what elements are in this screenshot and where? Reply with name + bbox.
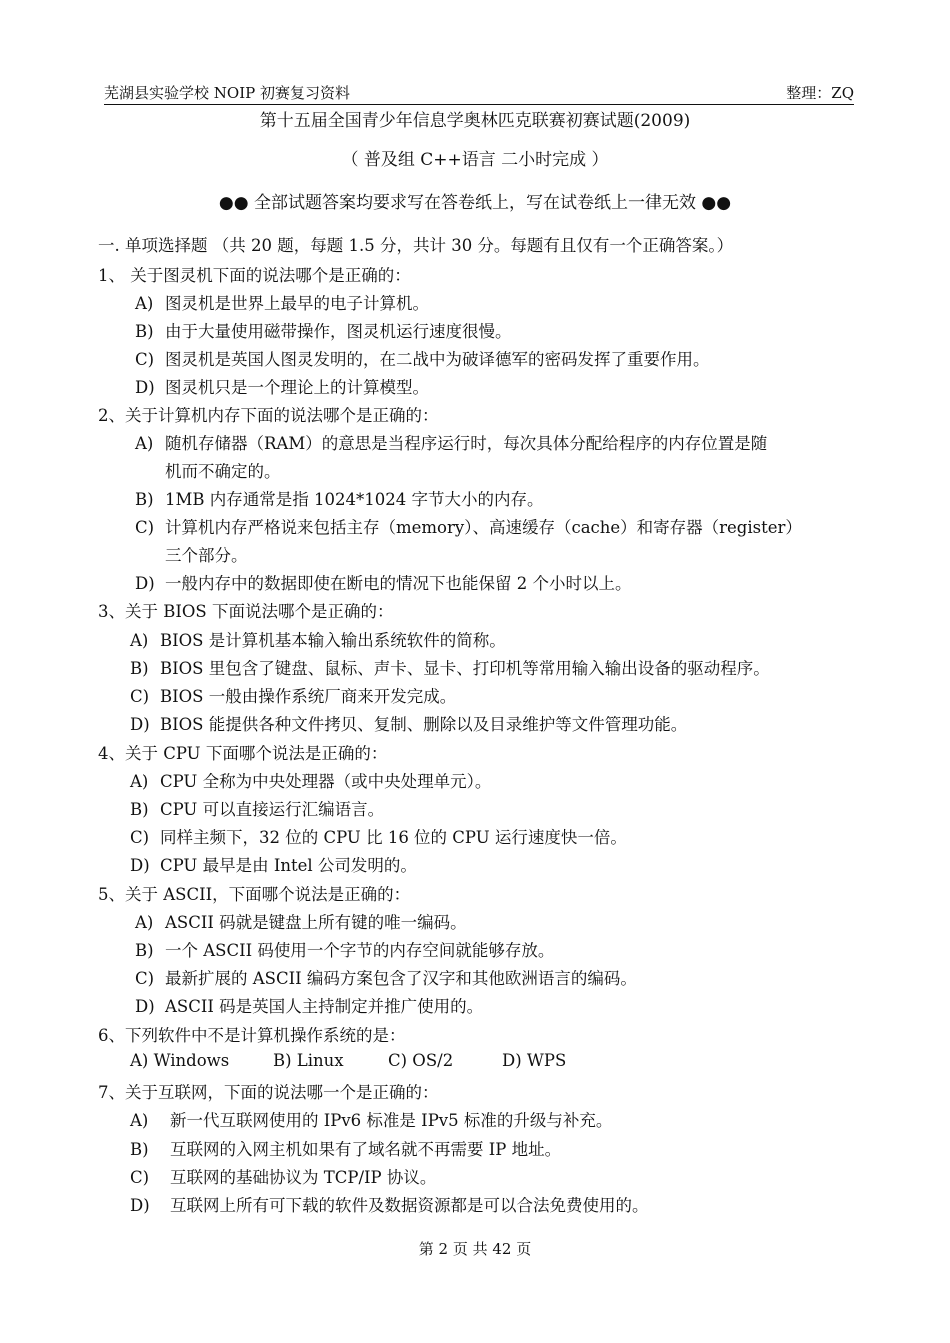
question-7-option-a: A) 新一代互联网使用的 IPv6 标准是 IPv5 标准的升级与补充。 [130,1111,613,1130]
question-4-stem: 4、关于 CPU 下面哪个说法是正确的： [98,744,388,763]
page-header [104,80,854,105]
question-6-option-a: A) Windows [130,1051,230,1070]
question-2-stem: 2、关于计算机内存下面的说法哪个是正确的： [98,406,439,425]
question-2-option-a-continued: 机而不确定的。 [165,462,281,481]
header-author: 整理：ZQ [786,84,854,102]
question-7-option-d: D) 互联网上所有可下载的软件及数据资源都是可以合法免费使用的。 [130,1196,649,1215]
question-5-stem: 5、关于 ASCII，下面哪个说法是正确的： [98,885,411,904]
question-1-stem: 1、 关于图灵机下面的说法哪个是正确的： [98,266,411,285]
question-3-stem: 3、关于 BIOS 下面说法哪个是正确的： [98,602,394,621]
question-1-option-b: B) 由于大量使用磁带操作，图灵机运行速度很慢。 [135,322,512,341]
question-4-option-a: A) CPU 全称为中央处理器（或中央处理单元）。 [130,772,492,791]
question-6-option-d: D) WPS [502,1051,567,1070]
exam-notice: ●● 全部试题答案均要求写在答卷纸上，写在试卷纸上一律无效 ●● [218,193,732,213]
question-5-option-d: D) ASCII 码是英国人主持制定并推广使用的。 [135,997,484,1016]
question-6-option-b: B) Linux [273,1051,344,1070]
question-5-option-c: C) 最新扩展的 ASCII 编码方案包含了汉字和其他欧洲语言的编码。 [135,969,637,988]
question-7-option-b: B) 互联网的入网主机如果有了域名就不再需要 IP 地址。 [130,1140,562,1159]
question-7-option-c: C) 互联网的基础协议为 TCP/IP 协议。 [130,1168,437,1187]
section-heading: 一. 单项选择题 （共 20 题，每题 1.5 分，共计 30 分。每题有且仅有一个正确答案。） [98,236,734,255]
question-1-option-d: D) 图灵机只是一个理论上的计算模型。 [135,378,429,397]
question-5-option-a: A) ASCII 码就是键盘上所有键的唯一编码。 [135,913,467,932]
question-5-option-b: B) 一个 ASCII 码使用一个字节的内存空间就能够存放。 [135,941,555,960]
exam-subtitle: （ 普及组 C++语言 二小时完成 ） [341,150,609,170]
question-2-option-c: C) 计算机内存严格说来包括主存（memory）、高速缓存（cache）和寄存器（register） [135,518,802,537]
question-4-option-c: C) 同样主频下，32 位的 CPU 比 16 位的 CPU 运行速度快一倍。 [130,828,627,847]
question-7-stem: 7、关于互联网，下面的说法哪一个是正确的： [98,1083,439,1102]
question-6-stem: 6、下列软件中不是计算机操作系统的是： [98,1026,406,1045]
question-2-option-a: A) 随机存储器（RAM）的意思是当程序运行时，每次具体分配给程序的内存位置是随 [135,434,768,453]
question-1-option-a: A) 图灵机是世界上最早的电子计算机。 [135,294,429,313]
question-3-option-d: D) BIOS 能提供各种文件拷贝、复制、删除以及目录维护等文件管理功能。 [130,715,688,734]
question-2-option-c-continued: 三个部分。 [165,546,248,565]
exam-title: 第十五届全国青少年信息学奥林匹克联赛初赛试题(2009) [259,111,691,131]
question-4-option-b: B) CPU 可以直接运行汇编语言。 [130,800,385,819]
question-2-option-b: B) 1MB 内存通常是指 1024*1024 字节大小的内存。 [135,490,544,509]
question-3-option-b: B) BIOS 里包含了键盘、鼠标、声卡、显卡、打印机等常用输入输出设备的驱动程序。 [130,659,770,678]
page-footer: 第 2 页 共 42 页 [418,1240,532,1258]
question-6-option-c: C) OS/2 [388,1051,454,1070]
question-3-option-a: A) BIOS 是计算机基本输入输出系统软件的简称。 [130,631,506,650]
question-1-option-c: C) 图灵机是英国人图灵发明的，在二战中为破译德军的密码发挥了重要作用。 [135,350,710,369]
header-school: 芜湖县实验学校 NOIP 初赛复习资料 [104,84,350,102]
question-3-option-c: C) BIOS 一般由操作系统厂商来开发完成。 [130,687,457,706]
question-2-option-d: D) 一般内存中的数据即使在断电的情况下也能保留 2 个小时以上。 [135,574,632,593]
question-4-option-d: D) CPU 最早是由 Intel 公司发明的。 [130,856,417,875]
